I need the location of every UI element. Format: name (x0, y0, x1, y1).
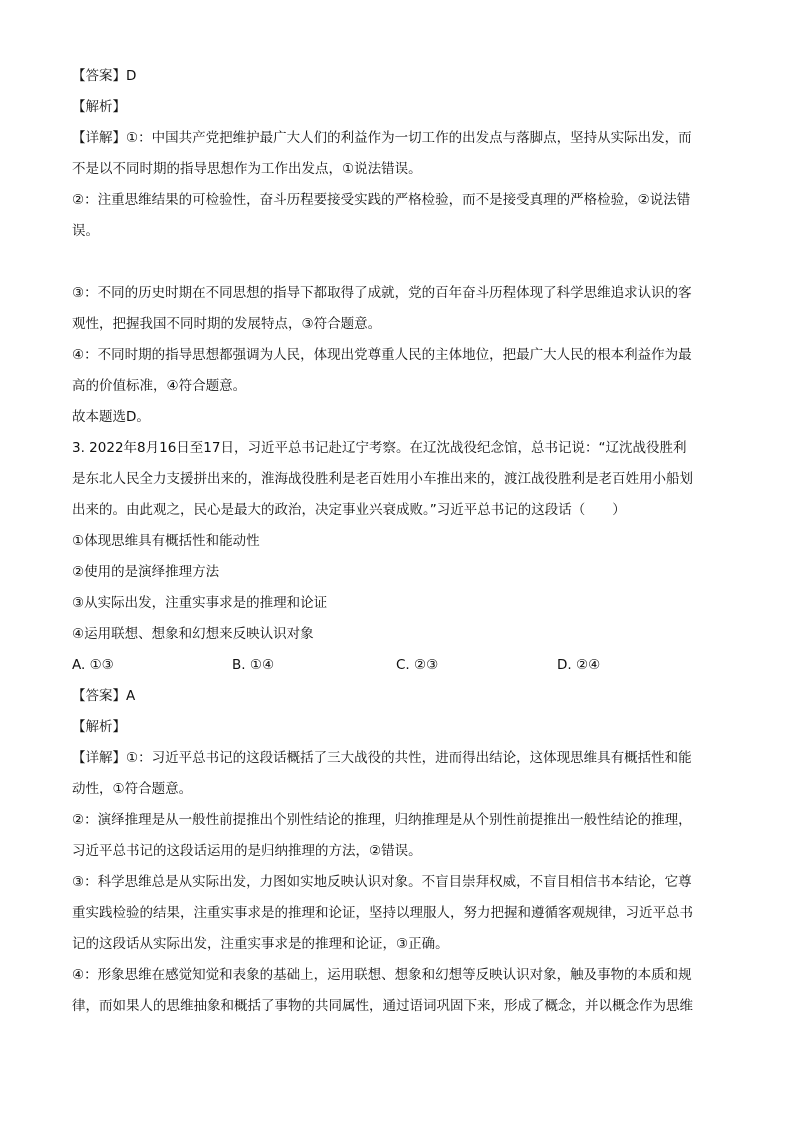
q3-item-2: ②使用的是演绎推理方法 (72, 564, 220, 580)
q3-option-a: A. ①③ (72, 657, 114, 673)
q3-options (72, 650, 724, 681)
q2-analysis-heading: 【解析】 (72, 99, 126, 115)
q3-analysis-heading: 【解析】 (72, 719, 126, 735)
blank-line (72, 247, 724, 278)
q3-item-4: ④运用联想、想象和幻想来反映认识对象 (72, 626, 314, 642)
q2-detail-4a: ④：不同时期的指导思想都强调为人民，体现出党尊重人民的主体地位，把最广大人民的根本利益作为最 (72, 347, 692, 363)
q2-conclusion: 故本题选D。 (72, 409, 150, 425)
q3-answer: 【答案】A (72, 688, 136, 704)
q2-detail-3a: ③：不同的历史时期在不同思想的指导下都取得了成就，党的百年奋斗历程体现了科学思维追求认识的客 (72, 285, 692, 301)
q3-detail-4b: 律，而如果人的思维抽象和概括了事物的共同属性，通过语词巩固下来，形成了概念，并以概念作为思维 (72, 998, 693, 1014)
q2-detail-1b: 不是以不同时期的指导思想作为工作出发点，①说法错误。 (72, 161, 422, 177)
q2-detail-1a: 【详解】①：中国共产党把维护最广大人们的利益作为一切工作的出发点与落脚点，坚持从实际出发，而 (72, 130, 692, 146)
q2-detail-3b: 观性，把握我国不同时期的发展特点，③符合题意。 (72, 316, 382, 332)
q3-detail-3c: 记的这段话从实际出发，注重实事求是的推理和论证，③正确。 (72, 936, 449, 952)
q3-item-1: ①体现思维具有概括性和能动性 (72, 533, 260, 549)
q3-detail-3a: ③：科学思维总是从实际出发，力图如实地反映认识对象。不盲目崇拜权威，不盲目相信书本结论，它尊 (72, 874, 692, 890)
q3-stem-3: 出来的。由此观之，民心是最大的政治，决定事业兴衰成败。”习近平总书记的这段话（ ） (72, 502, 626, 518)
q2-detail-2b: 误。 (72, 223, 99, 239)
q3-detail-1b: 动性，①符合题意。 (72, 781, 193, 797)
q3-option-d: D. ②④ (557, 657, 601, 673)
q3-stem-1: 3. 2022年8月16日至17日，习近平总书记赴辽宁考察。在辽沈战役纪念馆，总书记说：“辽沈战役胜利 (72, 440, 687, 456)
q2-detail-2a: ②：注重思维结果的可检验性，奋斗历程要接受实践的严格检验，而不是接受真理的严格检验，②说法错 (72, 192, 691, 208)
q3-detail-2b: 习近平总书记的这段话运用的是归纳推理的方法，②错误。 (72, 843, 422, 859)
q3-item-3: ③从实际出发，注重实事求是的推理和论证 (72, 595, 328, 611)
q3-detail-1a: 【详解】①：习近平总书记的这段话概括了三大战役的共性，进而得出结论，这体现思维具有概括性和能 (72, 750, 692, 766)
q2-detail-4b: 高的价值标准，④符合题意。 (72, 378, 247, 394)
q3-detail-4a: ④：形象思维在感觉知觉和表象的基础上，运用联想、想象和幻想等反映认识对象，触及事物的本质和规 (72, 967, 692, 983)
q3-stem-2: 是东北人民全力支援拼出来的，淮海战役胜利是老百姓用小车推出来的，渡江战役胜利是老百姓用小船划 (72, 471, 693, 487)
q3-option-c: C. ②③ (396, 657, 439, 673)
q3-detail-2a: ②：演绎推理是从一般性前提推出个别性结论的推理，归纳推理是从个别性前提推出一般性结论的推理， (72, 812, 692, 828)
document-page (72, 61, 724, 1022)
q3-detail-3b: 重实践检验的结果，注重实事求是的推理和论证，坚持以理服人，努力把握和遵循客观规律，习近平总书 (72, 905, 693, 921)
q2-answer: 【答案】D (72, 68, 137, 84)
q3-option-b: B. ①④ (232, 657, 275, 673)
